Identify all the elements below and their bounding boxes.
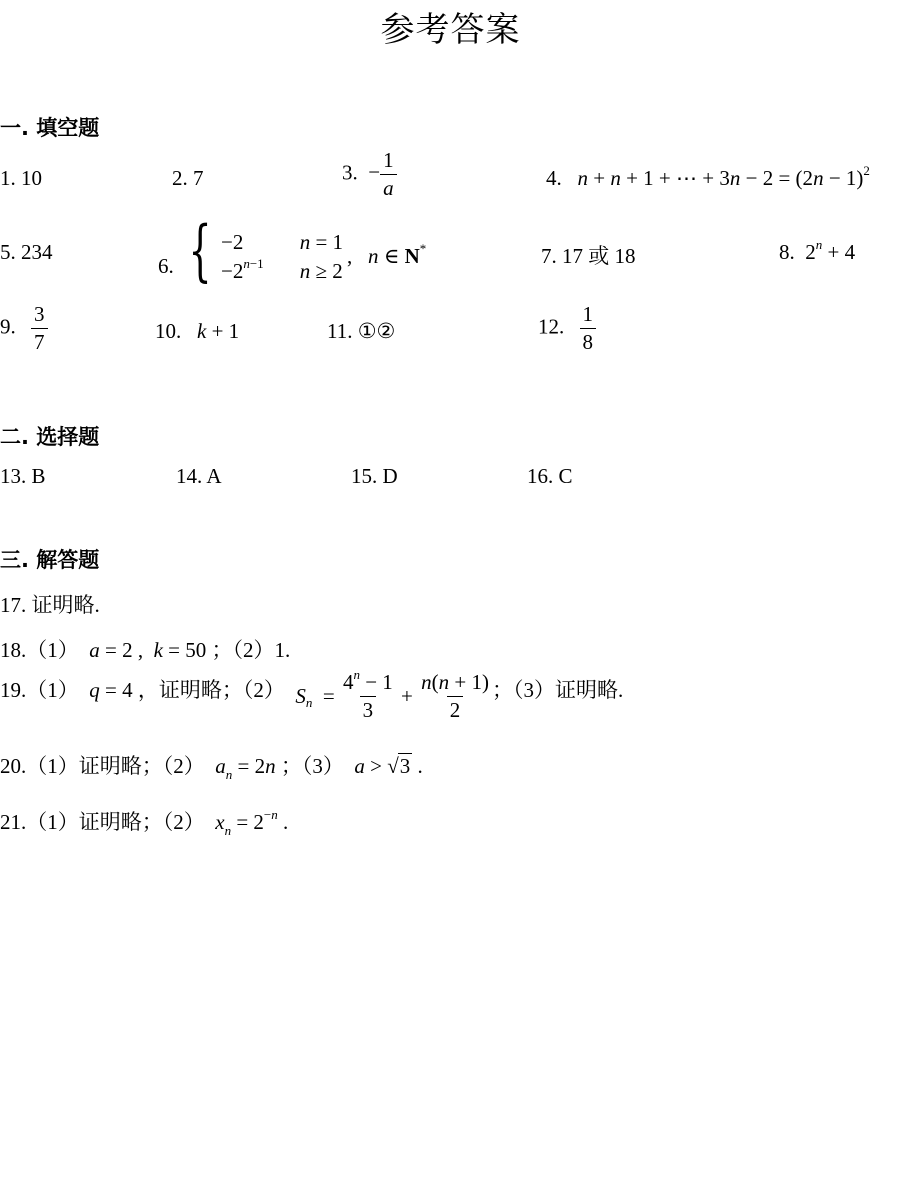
answer-13: 13. B [0,464,46,488]
answer-8-formula: $2^n + 4$ [800,237,856,264]
answer-19-proof: ，证明略；（2） [137,678,285,703]
answer-6-formula: { −2 n = 1 $-2^{n-1}$ n ≥ 2 , n ∈ N* [188,212,427,289]
answer-10 [155,319,239,344]
answer-19-q: q [84,678,100,703]
answer-19 [0,667,624,722]
answer-10-formula: k + 1 [197,319,240,343]
answer-2: 2. 7 [172,166,204,190]
answer-12-formula: $\frac{1}{8}$ [580,304,597,353]
answer-4-number: 4. [546,166,562,190]
answer-6-number: 6. [158,254,174,278]
answer-20-part3: ；（3） [280,754,344,778]
answer-5: 5. 234 [0,240,53,264]
answer-18-number: 18.（1） [0,638,79,662]
answer-6 [158,212,427,295]
answer-17: 17. 证明略. [0,593,100,617]
answer-4-formula: n + n + 1 + ⋯ + $3n - 2 = (2n - 1)^2$ [577,163,870,190]
answer-9-formula: $\frac{3}{7}$ [31,304,48,353]
answer-15: 15. D [351,464,398,488]
answer-20-inequality: a > √3 . [354,754,423,778]
answer-18-formula: a = 2 , k = 50 [89,638,212,662]
answer-19-part3: ；（3）证明略. [491,678,624,703]
answer-11: 11. ①② [327,319,396,343]
answer-4 [546,163,870,191]
answer-3 [342,150,397,199]
answer-21 [0,806,288,836]
answer-3-formula: − $\frac{1}{a}$ [363,160,397,184]
answer-19-eq: = 4 [99,678,138,703]
answer-14: 14. A [176,464,222,488]
answer-8 [779,237,856,265]
answer-16: 16. C [527,464,573,488]
answer-10-number: 10. [155,319,182,343]
answer-3-number: 3. [342,160,358,185]
answer-7: 7. 17 或 18 [541,244,636,268]
answer-9 [0,304,48,353]
answer-12-number: 12. [538,314,565,339]
answer-21-number: 21.（1）证明略；（2） [0,810,205,834]
section-heading-fill: 一. 填空题 [0,116,100,140]
answer-12 [538,304,596,353]
answer-18-part2: ；（2）1. [211,638,291,662]
section-heading-solve: 三. 解答题 [0,548,100,572]
section-heading-choice: 二. 选择题 [0,425,100,449]
answer-1: 1. 10 [0,166,42,190]
answer-21-formula: $x_n = 2^{-n}$ . [215,807,289,838]
page-title: 参考答案 [380,10,521,50]
answer-9-number: 9. [0,314,16,339]
answer-20-number: 20.（1）证明略；（2） [0,754,205,778]
answer-20-formula: $a_n = 2n$ [215,754,276,782]
answer-18 [0,634,290,664]
answer-8-number: 8. [779,240,795,264]
answer-20 [0,750,423,780]
answer-19-number: 19.（1） [0,678,79,703]
answer-19-formula: S n = $\frac{4^n - 1}{3}$ + $\frac{n(n + 1)}{2}$ [295,667,489,722]
